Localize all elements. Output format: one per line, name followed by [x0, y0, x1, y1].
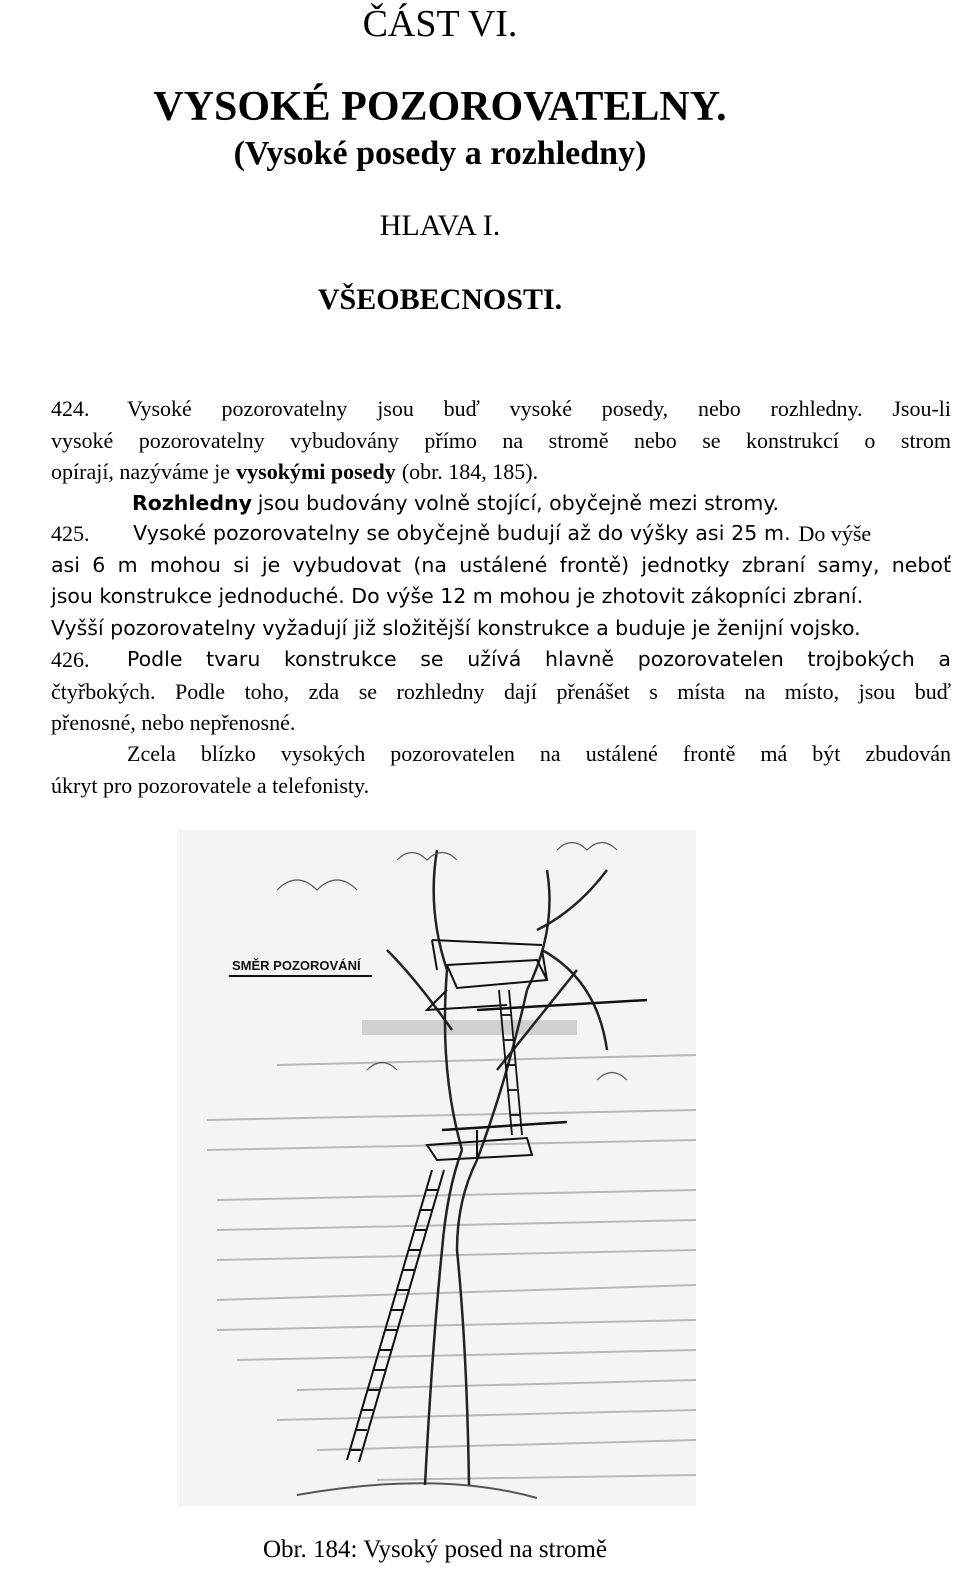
text-line — [51, 518, 951, 550]
text-line — [51, 770, 951, 802]
emphasis-term: vysokými posedy — [236, 459, 396, 484]
text-line-content: Vysoké pozorovatelny se obyčejně budují až do výšky asi 25 m. — [133, 521, 791, 545]
text-line — [51, 707, 951, 739]
text-line: Vysoké pozorovatelny jsou buď vysoké posedy, nebo rozhledny. Jsou-li — [127, 396, 951, 421]
text-line — [51, 488, 951, 520]
text-line-content: přenosné, nebo nepřenosné. — [51, 710, 296, 735]
text-line-content: jsou konstrukce jednoduché. Do výše 12 m mohou je zhotovit zákopníci zbraní. — [51, 584, 864, 608]
text-line-content: Vyšší pozorovatelny vyžadují již složitější konstrukce a buduje je ženijní vojsko. — [51, 615, 861, 640]
paragraph-424 — [51, 393, 951, 519]
chapter-name: VŠEOBECNOSTI. — [317, 283, 563, 316]
text-line — [51, 676, 951, 708]
page-title: VYSOKÉ POZOROVATELNY. — [153, 84, 727, 130]
text-line — [51, 550, 951, 582]
chapter-heading: HLAVA I. — [379, 209, 501, 242]
paragraph-number: 425. — [51, 521, 90, 546]
text-line — [51, 393, 951, 425]
paragraph-427 — [51, 738, 951, 801]
text-line-content: (obr. 184, 185). — [401, 459, 539, 484]
paragraph-426 — [51, 644, 951, 739]
text-line-content: úkryt pro pozorovatele a telefonisty. — [51, 772, 370, 798]
paragraph-number: 424. — [51, 396, 90, 421]
page-subtitle: (Vysoké posedy a rozhledny) — [233, 135, 647, 172]
figure-sign-label: SMĚR POZOROVÁNÍ — [232, 958, 361, 973]
text-line-content: vysoké pozorovatelny vybudovány přímo na stromě nebo se konstrukcí o strom — [51, 427, 951, 453]
paragraph-425 — [51, 518, 951, 644]
text-line-content: Podle tvaru konstrukce se užívá hlavně pozorovatelen trojbokých a — [127, 647, 951, 671]
paragraph-number: 426. — [51, 647, 90, 672]
figure-illustration — [177, 830, 696, 1506]
text-line — [51, 425, 951, 457]
text-line — [51, 738, 951, 770]
text-line — [51, 613, 951, 645]
text-line-content: opírají, nazýváme je — [51, 459, 230, 484]
text-line — [51, 581, 951, 613]
emphasis-term: Rozhledny — [132, 490, 252, 515]
text-line-content: čtyřbokých. Podle toho, zda se rozhledny dají přenášet s místa na místo, jsou buď — [51, 678, 951, 704]
text-line-content: jsou budovány volně stojící, obyčejně mezi stromy. — [257, 490, 780, 515]
text-line-content: asi 6 m mohou si je vybudovat (na ustálené frontě) jednotky zbraní samy, neboť — [51, 552, 951, 577]
text-line — [51, 456, 951, 488]
figure-caption: Obr. 184: Vysoký posed na stromě — [263, 1536, 607, 1563]
text-line — [51, 644, 951, 676]
text-line-content: Do výše — [798, 521, 872, 546]
text-line-content: Zcela blízko vysokých pozorovatelen na ustálené frontě má být zbudován — [127, 741, 951, 766]
part-title: ČÁST VI. — [362, 3, 518, 45]
